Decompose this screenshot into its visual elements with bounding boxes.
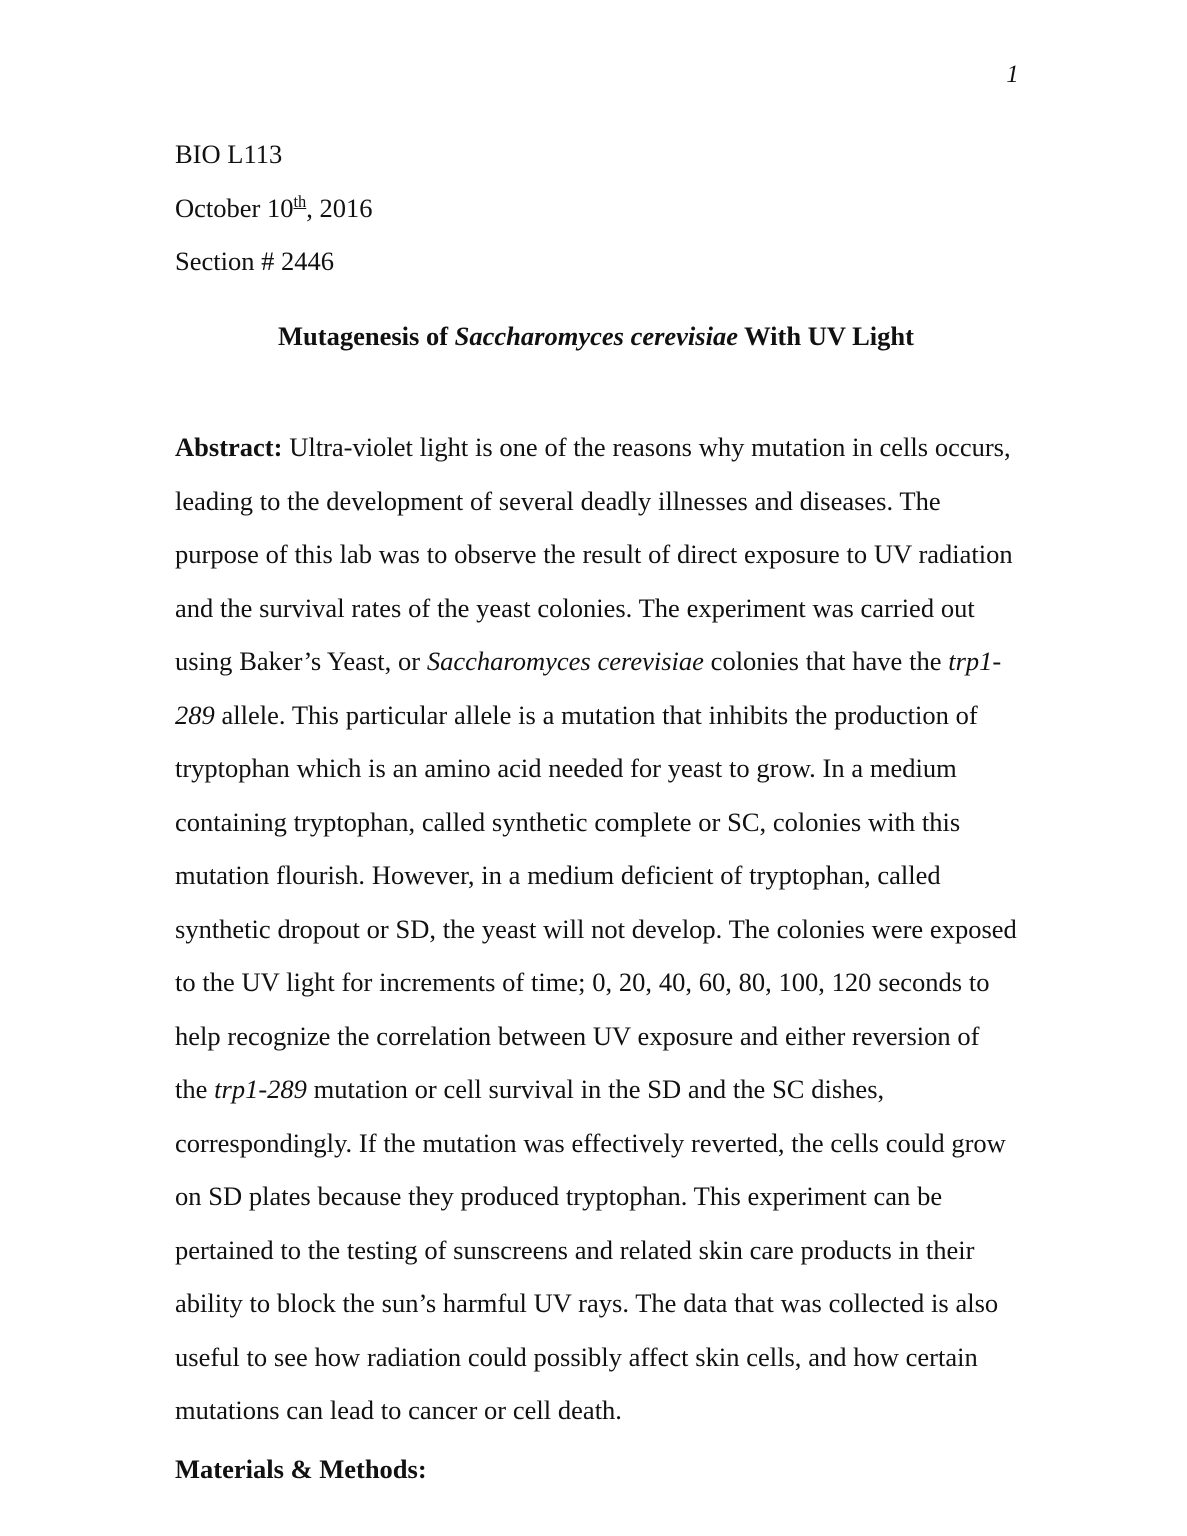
page-title <box>175 310 1017 364</box>
date-prefix: October 10 <box>175 192 294 223</box>
abstract-paragraph <box>175 421 1017 1438</box>
abstract-species-name: Saccharomyces cerevisiae <box>426 646 704 676</box>
date-ordinal-suffix: th <box>293 191 307 211</box>
title-part-after: With UV Light <box>737 320 914 351</box>
abstract-text-part-2: colonies that have the <box>703 646 949 676</box>
abstract-allele-name-2: trp1-289 <box>214 1074 307 1104</box>
course-code-line <box>175 128 1017 182</box>
abstract-text-part-1: Ultra-violet light is one of the reasons why mutation in cells occurs, leading to the development of several deadly illnesses and diseases. The purpose of this lab was to observe the result of direct exposure to UV radiation and the survival rates of the yeast colonies. The experiment was carried out using Baker’s Yeast, or <box>175 432 1013 676</box>
date-suffix: , 2016 <box>306 192 373 223</box>
abstract-allele-name-1: trp1-289 <box>175 646 1002 730</box>
section-heading-materials-methods: Materials & Methods: <box>175 1453 427 1484</box>
date-line <box>175 182 1017 236</box>
page-number: 1 <box>1006 61 1019 88</box>
section-number: Section # 2446 <box>175 246 334 276</box>
section-number-line <box>175 235 1017 289</box>
course-code: BIO L113 <box>175 139 283 169</box>
title-part-before: Mutagenesis of <box>278 320 455 351</box>
title-species-name: Saccharomyces cerevisiae <box>454 320 738 351</box>
abstract-label: Abstract: <box>175 432 283 462</box>
abstract-text-part-4: mutation or cell survival in the SD and the SC dishes, correspondingly. If the mutation was effectively reverted, the cells could grow on SD plates because they produced tryptophan. This experiment can be pertained to the testing of sunscreens and related skin care products in their ability to block the sun’s harmful UV rays. The data that was collected is also useful to see how radiation could possibly affect skin cells, and how certain mutations can lead to cancer or cell death. <box>175 1074 1006 1425</box>
abstract-text-part-3: allele. This particular allele is a mutation that inhibits the production of tryptophan which is an amino acid needed for yeast to grow. In a medium containing tryptophan, called synthetic complete or SC, colonies with this mutation flourish. However, in a medium deficient of tryptophan, called synthetic dropout or SD, the yeast will not develop. The colonies were exposed to the UV light for increments of time; 0, 20, 40, 60, 80, 100, 120 seconds to help recognize the correlation between UV exposure and either reversion of the <box>175 699 1017 1104</box>
document-content <box>175 128 1017 1489</box>
